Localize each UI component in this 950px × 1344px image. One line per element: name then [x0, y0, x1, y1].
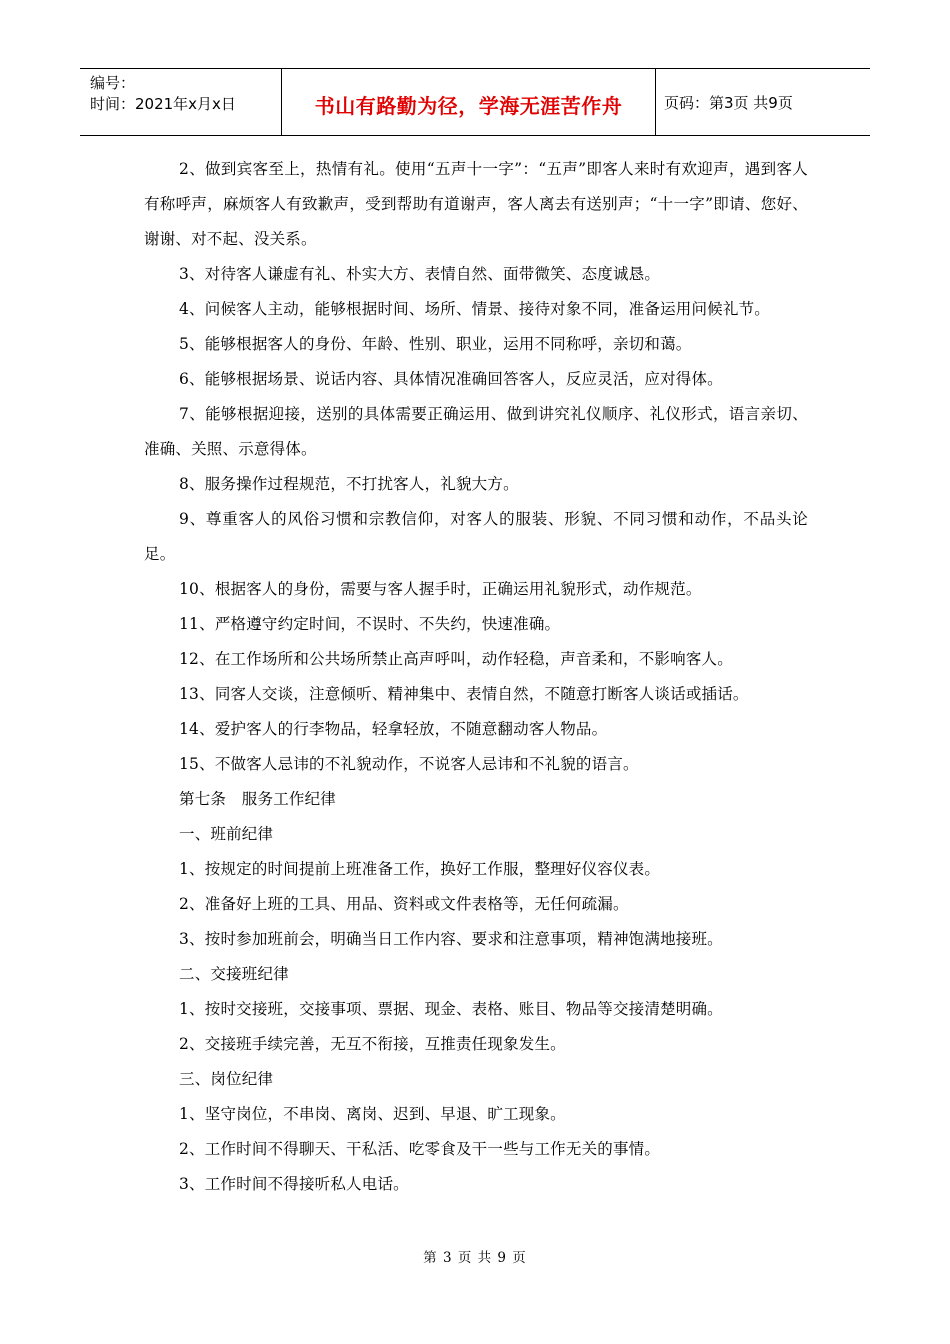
- paragraph: 6、能够根据场景、说话内容、具体情况准确回答客人，反应灵活，应对得体。: [179, 370, 723, 388]
- paragraph: 11、严格遵守约定时间，不误时、不失约，快速准确。: [179, 615, 561, 633]
- header-motto: 书山有路勤为径，学海无涯苦作舟: [314, 93, 623, 118]
- subsection-heading: 三、岗位纪律: [179, 1070, 274, 1088]
- header-page-label: 页码：第3页 共9页: [664, 93, 793, 112]
- paragraph: 3、对待客人谦虚有礼、朴实大方、表情自然、面带微笑、态度诚恳。: [179, 265, 661, 283]
- page-footer: [0, 1246, 950, 1266]
- document-number-label: 编号：: [90, 74, 136, 92]
- paragraph: 2、工作时间不得聊天、干私活、吃零食及干一些与工作无关的事情。: [179, 1140, 661, 1158]
- paragraph: 4、问候客人主动，能够根据时间、场所、情景、接待对象不同，准备运用问候礼节。: [179, 300, 770, 318]
- paragraph: 2、做到宾客至上，热情有礼。使用“五声十一字”：“五声”即客人来时有欢迎声，遇到客人有称呼声，麻烦客人有致歉声，受到帮助有道谢声，客人离去有送别声；“十一字”即请、您好、谢谢、对不起、没关系。: [144, 160, 808, 248]
- paragraph: 2、准备好上班的工具、用品、资料或文件表格等，无任何疏漏。: [179, 895, 629, 913]
- paragraph: 8、服务操作过程规范，不打扰客人，礼貌大方。: [179, 475, 519, 493]
- document-body: [144, 152, 808, 1202]
- paragraph: 13、同客人交谈，注意倾听、精神集中、表情自然，不随意打断客人谈话或插话。: [179, 685, 749, 703]
- footer-page-number: 第 3 页 共 9 页: [423, 1250, 527, 1266]
- paragraph: 9、尊重客人的风俗习惯和宗教信仰，对客人的服装、形貌、不同习惯和动作，不品头论足。: [144, 510, 808, 563]
- paragraph: 2、交接班手续完善，无互不衔接，互推责任现象发生。: [179, 1035, 566, 1053]
- header-meta-cell: [80, 69, 282, 135]
- document-date-label: 时间：2021年x月x日: [90, 95, 236, 113]
- paragraph: 10、根据客人的身份，需要与客人握手时，正确运用礼貌形式，动作规范。: [179, 580, 702, 598]
- header-motto-cell: [282, 69, 656, 135]
- header-page-cell: [656, 69, 870, 135]
- paragraph: 1、按时交接班，交接事项、票据、现金、表格、账目、物品等交接清楚明确。: [179, 1000, 723, 1018]
- section-heading: 第七条 服务工作纪律: [179, 790, 337, 808]
- subsection-heading: 一、班前纪律: [179, 825, 274, 843]
- paragraph: 3、工作时间不得接听私人电话。: [179, 1175, 409, 1193]
- paragraph: 7、能够根据迎接，送别的具体需要正确运用、做到讲究礼仪顺序、礼仪形式，语言亲切、准确、关照、示意得体。: [144, 405, 808, 458]
- paragraph: 15、不做客人忌讳的不礼貌动作，不说客人忌讳和不礼貌的语言。: [179, 755, 639, 773]
- paragraph: 1、坚守岗位，不串岗、离岗、迟到、早退、旷工现象。: [179, 1105, 566, 1123]
- subsection-heading: 二、交接班纪律: [179, 965, 289, 983]
- paragraph: 3、按时参加班前会，明确当日工作内容、要求和注意事项，精神饱满地接班。: [179, 930, 723, 948]
- paragraph: 1、按规定的时间提前上班准备工作，换好工作服，整理好仪容仪表。: [179, 860, 661, 878]
- paragraph: 14、爱护客人的行李物品，轻拿轻放，不随意翻动客人物品。: [179, 720, 608, 738]
- page-header: [80, 68, 870, 136]
- paragraph: 5、能够根据客人的身份、年龄、性别、职业，运用不同称呼，亲切和蔼。: [179, 335, 692, 353]
- paragraph: 12、在工作场所和公共场所禁止高声呼叫，动作轻稳，声音柔和，不影响客人。: [179, 650, 733, 668]
